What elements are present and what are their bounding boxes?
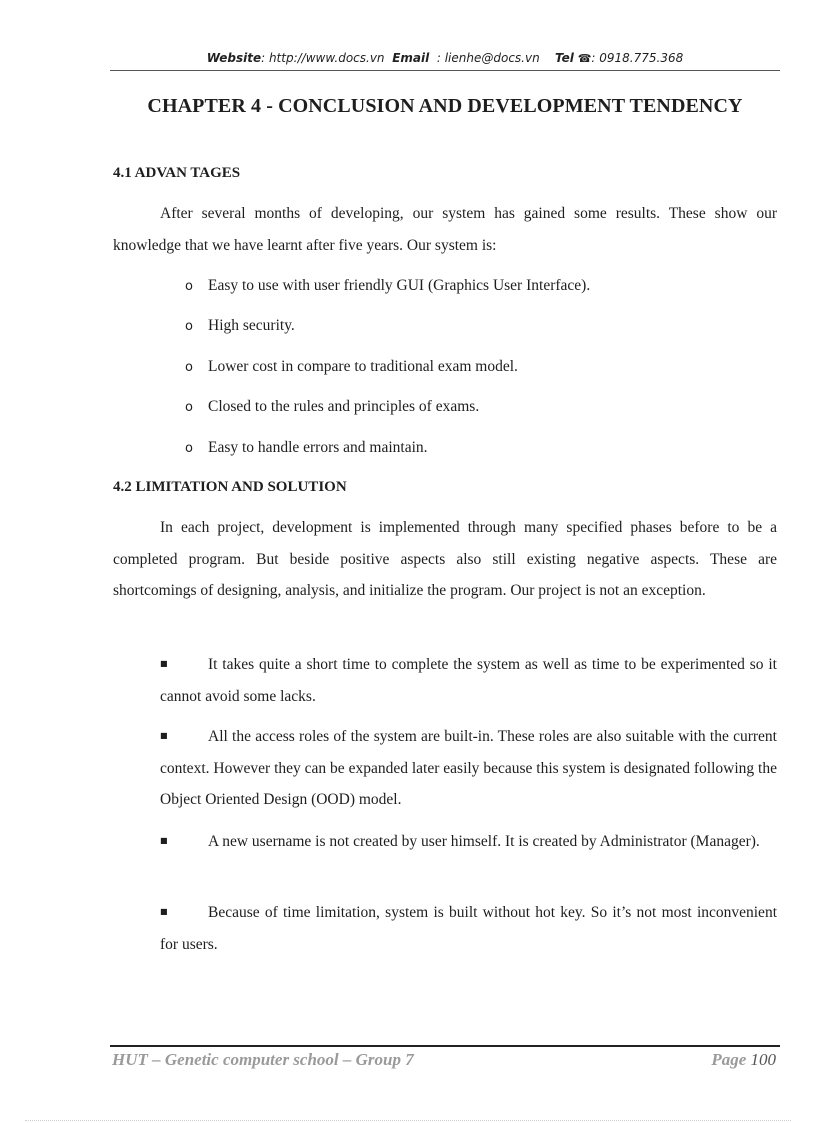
- circle-bullet-icon: o: [185, 319, 193, 335]
- footer-group-label: HUT – Genetic computer school – Group 7: [112, 1050, 414, 1069]
- square-bullet-icon: ■: [160, 659, 168, 668]
- advantages-list: [185, 272, 590, 474]
- phone-icon: ☎: [577, 52, 592, 65]
- section-heading-limitation: 4.2 LIMITATION AND SOLUTION: [113, 479, 347, 495]
- footer-divider: [110, 1045, 780, 1047]
- square-bullet-icon: ■: [160, 731, 168, 740]
- website-value: : http://www.docs.vn: [261, 51, 385, 65]
- list-item: ■ Because of time limitation, system is built without hot key. So it’s not most inconvenient for users.: [160, 896, 777, 960]
- list-item: o Easy to handle errors and maintain.: [185, 434, 590, 474]
- tel-label: Tel: [554, 51, 574, 65]
- circle-bullet-icon: o: [185, 279, 193, 294]
- square-bullet-icon: ■: [160, 836, 168, 845]
- list-item: o Easy to use with user friendly GUI (Graphics User Interface).: [185, 272, 590, 312]
- advantages-intro-paragraph: [113, 198, 777, 261]
- circle-bullet-icon: o: [185, 359, 193, 375]
- website-label: Website: [206, 51, 262, 65]
- email-label: Email: [392, 51, 430, 65]
- section-heading-advantages: 4.1 ADVAN TAGES: [113, 165, 241, 181]
- list-item: ■ It takes quite a short time to complete the system as well as time to be experimented so it cannot avoid some lacks.: [160, 648, 777, 712]
- limitation-intro-text: In each project, development is implemented through many specified phases before to be a completed program. But beside positive aspects also still existing negative aspects. These are shortcomings of designing, analysis, and initialize the program. Our project is not an exception.: [113, 519, 777, 599]
- page-label: Page: [711, 1050, 747, 1069]
- chapter-title: CHAPTER 4 - CONCLUSION AND DEVELOPMENT TENDENCY: [147, 95, 743, 117]
- tel-value: : 0918.775.368: [591, 51, 684, 65]
- page-number-value: 100: [750, 1050, 776, 1069]
- list-item: o High security.: [185, 312, 590, 352]
- list-item: ■ A new username is not created by user himself. It is created by Administrator (Manager).: [160, 825, 777, 858]
- page-number: [711, 1050, 776, 1070]
- circle-bullet-icon: o: [185, 400, 193, 416]
- limitation-intro-paragraph: [113, 512, 777, 607]
- list-item: ■ All the access roles of the system are built-in. These roles are also suitable with the current context. However they can be expanded later easily because this system is designated following the Object Oriented Design (OOD) model.: [160, 720, 777, 816]
- page-header: [110, 51, 780, 65]
- advantages-intro-text: After several months of developing, our system has gained some results. These show our knowledge that we have learnt after five years. Our system is:: [113, 205, 777, 254]
- list-item: o Lower cost in compare to traditional exam model.: [185, 353, 590, 393]
- list-item: o Closed to the rules and principles of exams.: [185, 393, 590, 433]
- square-bullet-icon: ■: [160, 907, 168, 916]
- header-divider: [110, 70, 780, 71]
- circle-bullet-icon: o: [185, 440, 193, 456]
- email-value: : lienhe@docs.vn: [436, 51, 540, 65]
- bottom-dotted-border: [25, 1120, 791, 1121]
